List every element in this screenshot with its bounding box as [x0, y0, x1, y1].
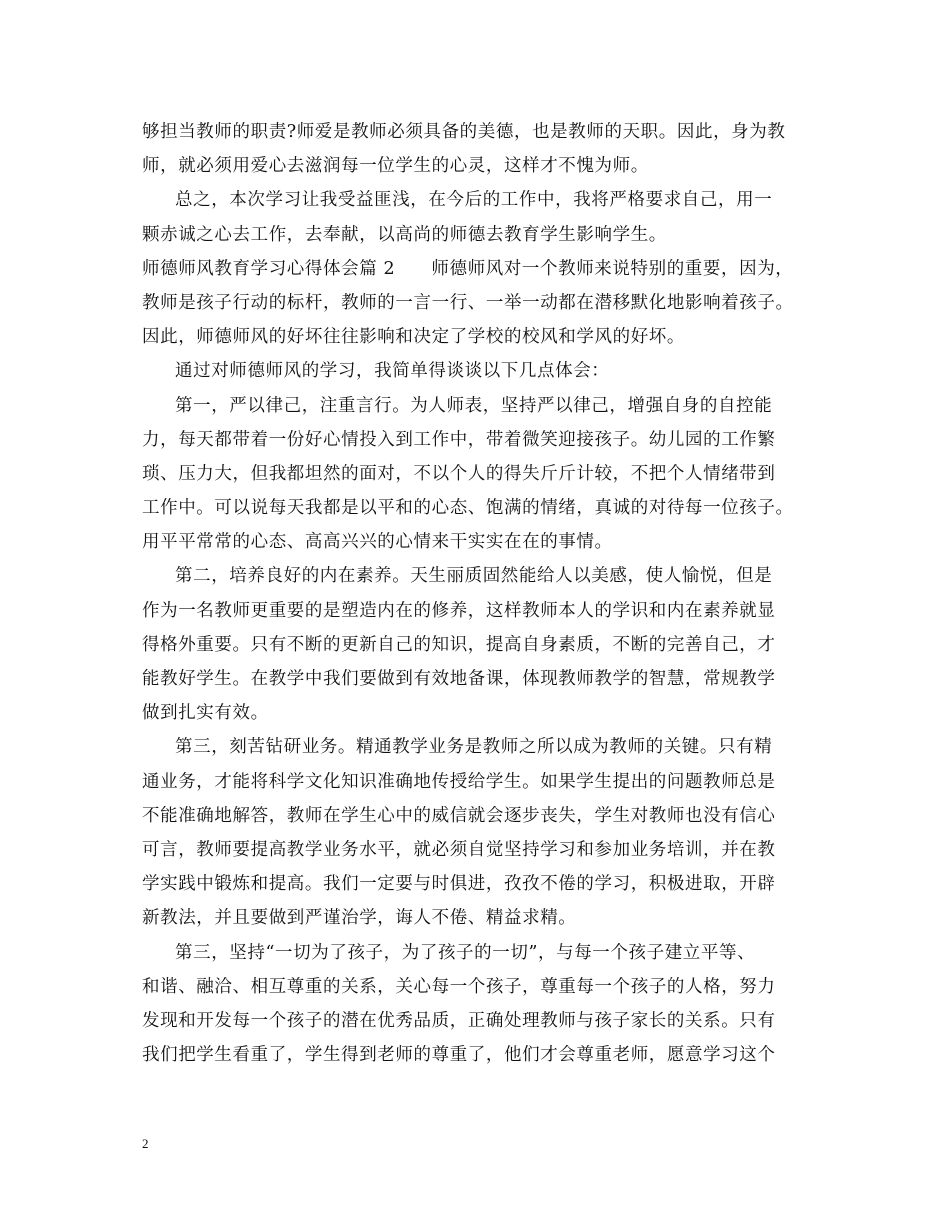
- text-line: 通过对师德师风的学习，我简单得谈谈以下几点体会：: [175, 361, 610, 382]
- text-line: 总之，本次学习让我受益匪浅，在今后的工作中，我将严格要求自己，用一: [175, 190, 773, 211]
- text-line: 发现和开发每一个孩子的潜在优秀品质，正确处理教师与孩子家长的关系。只有: [142, 1010, 776, 1031]
- text-line: 作为一名教师更重要的是塑造内在的修养，这样教师本人的学识和内在素养就显: [142, 600, 776, 621]
- text-line: 教师是孩子行动的标杆，教师的一言一行、一举一动都在潜移默化地影响着孩子。: [142, 292, 794, 313]
- text-line: 可言，教师要提高教学业务水平，就必须自觉坚持学习和参加业务培训，并在教: [142, 839, 776, 860]
- text-line: 因此，师德师风的好坏往往影响和决定了学校的校风和学风的好坏。: [142, 327, 685, 348]
- text-line: 新教法，并且要做到严谨治学，诲人不倦、精益求精。: [142, 908, 577, 929]
- text-line: 和谐、融洽、相互尊重的关系，关心每一个孩子，尊重每一个孩子的人格，努力: [142, 976, 776, 997]
- text-line: 不能准确地解答，教师在学生心中的威信就会逐步丧失，学生对教师也没有信心: [142, 805, 776, 826]
- text-line: 做到扎实有效。: [142, 703, 269, 724]
- text-line: 学实践中锻炼和提高。我们一定要与时俱进，孜孜不倦的学习，积极进取，开辟: [142, 874, 776, 895]
- text-line: 用平平常常的心态、高高兴兴的心情来干实实在在的事情。: [142, 532, 613, 553]
- text-line: 师德师风教育学习心得体会篇 2 师德师风对一个教师来说特别的重要，因为，: [142, 258, 794, 279]
- text-line: 第一，严以律己，注重言行。为人师表，坚持严以律己，增强自身的自控能: [175, 395, 773, 416]
- text-line: 够担当教师的职责?师爱是教师必须具备的美德，也是教师的天职。因此，身为教: [142, 122, 786, 142]
- text-line: 力，每天都带着一份好心情投入到工作中，带着微笑迎接孩子。幼儿园的工作繁: [142, 429, 776, 450]
- text-line: 得格外重要。只有不断的更新自己的知识，提高自身素质，不断的完善自己，才: [142, 634, 776, 655]
- text-line: 工作中。可以说每天我都是以平和的心态、饱满的情绪，真诚的对待每一位孩子。: [142, 498, 794, 519]
- text-line: 能教好学生。在教学中我们要做到有效地备课，体现教师教学的智慧，常规教学: [142, 669, 776, 689]
- text-line: 第三，坚持“一切为了孩子，为了孩子的一切”，与每一个孩子建立平等、: [175, 942, 756, 963]
- text-line: 我们把学生看重了，学生得到老师的尊重了，他们才会尊重老师，愿意学习这个: [142, 1045, 776, 1066]
- text-line: 师，就必须用爱心去滋润每一位学生的心灵，这样才不愧为师。: [142, 156, 649, 177]
- text-line: 通业务，才能将科学文化知识准确地传授给学生。如果学生提出的问题教师总是: [142, 771, 776, 792]
- text-line: 琐、压力大，但我都坦然的面对，不以个人的得失斤斤计较，不把个人情绪带到: [142, 463, 776, 484]
- text-line: 颗赤诚之心去工作，去奉献，以高尚的师德去教育学生影响学生。: [142, 224, 667, 245]
- text-line: 第三，刻苦钻研业务。精通教学业务是教师之所以成为教师的关键。只有精: [175, 737, 773, 758]
- document-body: [142, 115, 822, 1072]
- text-line: 第二，培养良好的内在素养。天生丽质固然能给人以美感，使人愉悦，但是: [175, 566, 773, 587]
- page-number: 2: [142, 1136, 149, 1151]
